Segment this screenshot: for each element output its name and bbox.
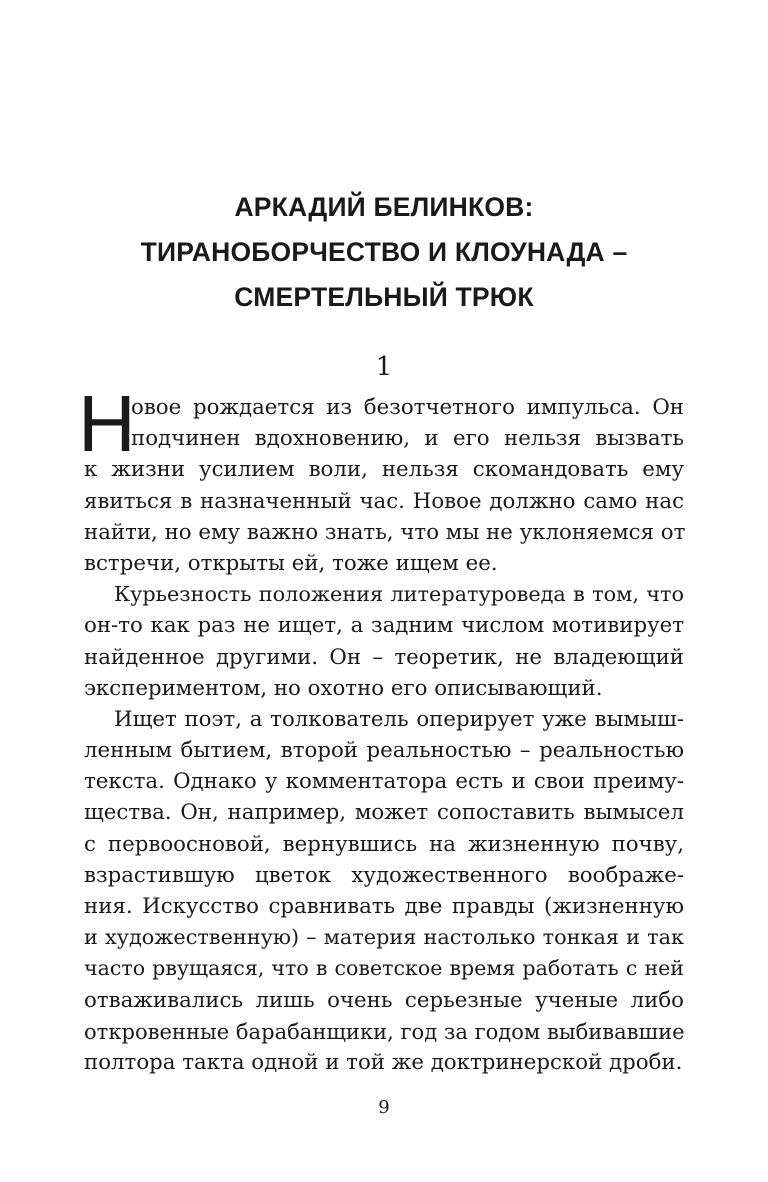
paragraph-2-line: экспериментом, но охотно его описывающий. bbox=[84, 675, 603, 701]
paragraph-3-line: полтора такта одной и той же доктринерской дроби. bbox=[84, 1049, 683, 1075]
page-number: 9 bbox=[378, 1097, 390, 1118]
paragraph-2-line: найденное другими. Он – теоретик, не владеющий bbox=[84, 644, 684, 670]
section-number: 1 bbox=[375, 352, 393, 382]
paragraph-3-line: и художественную) – материя настолько тонкая и так bbox=[84, 925, 684, 950]
paragraph-1-line: подчинен вдохновению, и его нельзя вызвать bbox=[131, 426, 684, 452]
chapter-title-line-1: АРКАДИЙ БЕЛИНКОВ: bbox=[234, 192, 534, 222]
chapter-title-line-3: СМЕРТЕЛЬНЫЙ ТРЮК bbox=[234, 282, 534, 312]
chapter-title bbox=[84, 185, 684, 320]
paragraph-1-line: найти, но ему важно знать, что мы не уклоняемся от bbox=[84, 519, 686, 545]
paragraph-3-line: взрастившую цветок художественного воображе- bbox=[84, 862, 684, 888]
drop-cap: Н bbox=[78, 379, 136, 468]
paragraph-3-line: Ищет поэт, а толкователь оперирует уже вымыш- bbox=[114, 706, 684, 732]
paragraph-2-line: он-то как раз не ищет, а задним числом мотивирует bbox=[84, 613, 684, 639]
paragraph-1-line: овое рождается из безотчетного импульса. Он bbox=[131, 395, 684, 420]
paragraph-3-line: ленным бытием, второй реальностью – реальностью bbox=[84, 738, 684, 764]
chapter-title-line-2: ТИРАНОБОРЧЕСТВО И КЛОУНАДА – bbox=[140, 237, 628, 267]
paragraph-3-line: щества. Он, например, может сопоставить вымысел bbox=[84, 800, 684, 826]
paragraph-1-line: явиться в назначенный час. Новое должно само нас bbox=[84, 488, 684, 514]
paragraph-1-line: к жизни усилием воли, нельзя скомандовать ему bbox=[84, 457, 684, 483]
paragraph-3-line: откровенные барабанщики, год за годом выбивавшие bbox=[84, 1018, 685, 1044]
paragraph-2-line: Курьезность положения литературоведа в том, что bbox=[114, 582, 684, 607]
body-text bbox=[78, 379, 686, 1078]
paragraph-1-line: встречи, открыты ей, тоже ищем ее. bbox=[84, 550, 498, 576]
paragraph-3-line: с первоосновой, вернувшись на жизненную почву, bbox=[84, 831, 684, 857]
paragraph-3-line: ния. Искусство сравнивать две правды (жизненную bbox=[84, 894, 684, 919]
paragraph-3-line: текста. Однако у комментатора есть и свои преиму- bbox=[84, 769, 684, 795]
paragraph-3-line: отваживались лишь очень серьезные ученые либо bbox=[84, 987, 684, 1013]
paragraph-3-line: часто рвущаяся, что в советское время работать с ней bbox=[84, 956, 684, 981]
